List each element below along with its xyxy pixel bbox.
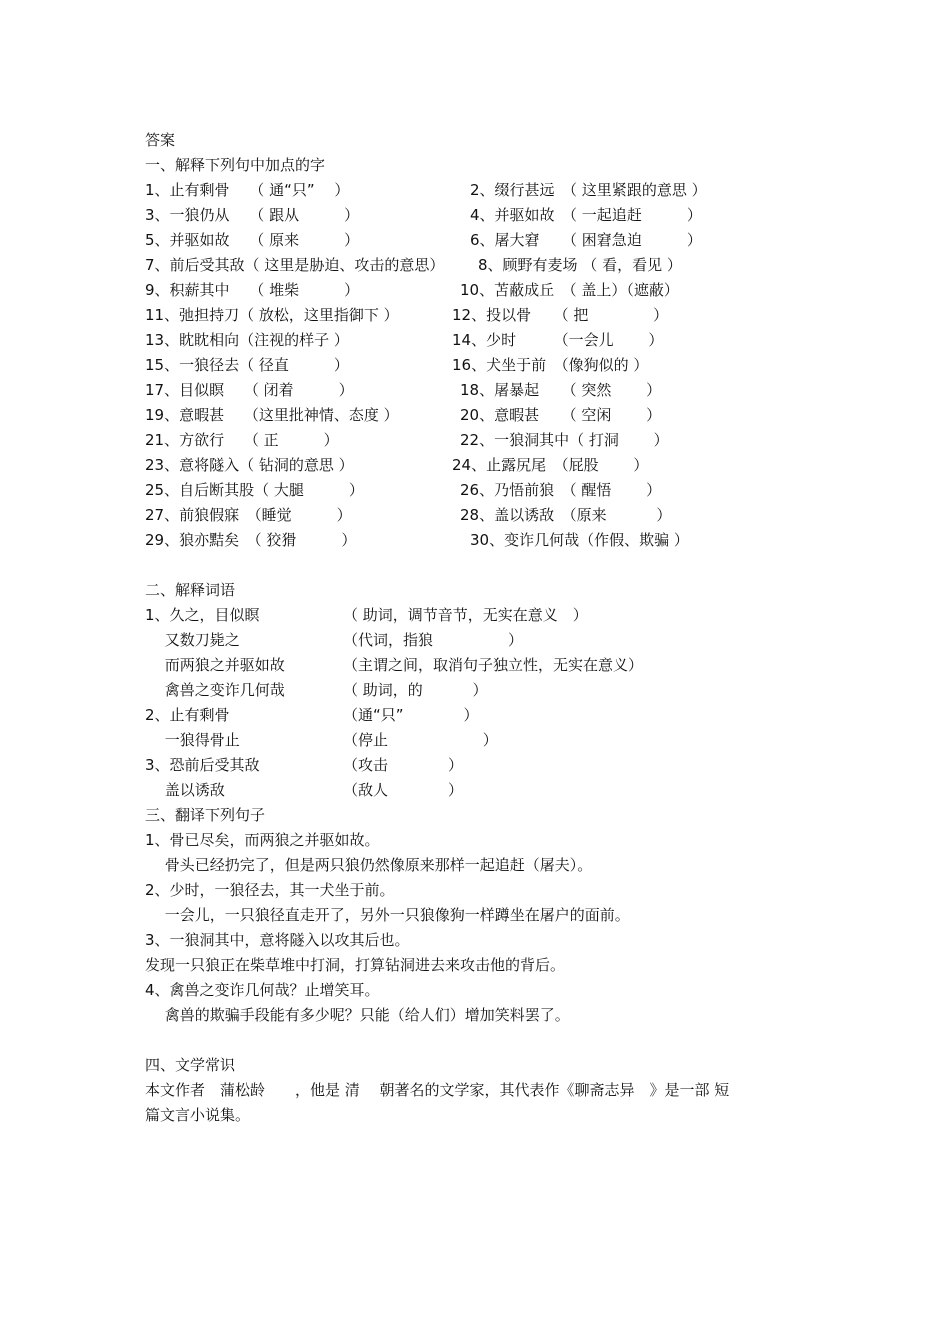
list-item: 2、止有剩骨	[145, 706, 230, 724]
list-item: 15、一狼径去（ 径直 ）	[145, 356, 349, 374]
list-item: 1、止有剩骨 （ 通“只” ）	[145, 181, 350, 199]
list-item: （代词，指狼 ）	[343, 631, 524, 649]
list-item: 20、意暇甚 （ 空闲 ）	[460, 406, 662, 424]
list-item: （通“只” ）	[343, 706, 479, 724]
list-item: 2、少时，一狼径去，其一犬坐于前。	[145, 881, 395, 899]
list-item: 盖以诱敌	[145, 781, 225, 799]
section-4-heading: 四、文学常识	[145, 1056, 236, 1074]
list-item: 而两狼之并驱如故	[145, 656, 285, 674]
list-item: （攻击 ）	[343, 756, 464, 774]
list-item: 禽兽之变诈几何哉	[145, 681, 285, 699]
list-item: 4、禽兽之变诈几何哉？止增笑耳。	[145, 981, 380, 999]
list-item: 19、意暇甚 （这里批神情、态度 ）	[145, 406, 399, 424]
list-item: 8、顾野有麦场 （ 看，看见 ）	[478, 256, 682, 274]
list-item: 骨头已经扔完了，但是两只狼仍然像原来那样一起追赶（屠夫）。	[145, 856, 593, 874]
list-item: （主谓之间，取消句子独立性，无实在意义）	[343, 656, 644, 674]
list-item: 5、并驱如故 （ 原来 ）	[145, 231, 360, 249]
list-item: 26、乃悟前狼 （ 醒悟 ）	[460, 481, 662, 499]
list-item: 1、骨已尽矣，而两狼之并驱如故。	[145, 831, 380, 849]
list-item: 24、止露尻尾 （屁股 ）	[452, 456, 649, 474]
list-item: 17、目似瞑 （ 闭着 ）	[145, 381, 354, 399]
list-item: 12、投以骨 （ 把 ）	[452, 306, 669, 324]
list-item: 发现一只狼正在柴草堆中打洞，打算钻洞进去来攻击他的背后。	[145, 956, 566, 974]
list-item: 一狼得骨止	[145, 731, 240, 749]
list-item: 16、犬坐于前 （像狗似的 ）	[452, 356, 649, 374]
list-item: （ 助词，的 ）	[343, 681, 488, 699]
list-item: 27、前狼假寐 （睡觉 ）	[145, 506, 352, 524]
section-3-heading: 三、翻译下列句子	[145, 806, 266, 824]
list-item: 29、狼亦黠矣 （ 狡猾 ）	[145, 531, 357, 549]
list-item: 21、方欲行 （ 正 ）	[145, 431, 339, 449]
list-item: 23、意将隧入（ 钻洞的意思 ）	[145, 456, 354, 474]
document-title: 答案	[145, 131, 176, 149]
list-item: 3、一狼仍从 （ 跟从 ）	[145, 206, 360, 224]
literature-line-1: 本文作者 蒲松龄 ，他是 清 朝著名的文学家，其代表作《聊斋志异 》是一部 短	[145, 1081, 730, 1099]
list-item: 25、自后断其股（ 大腿 ）	[145, 481, 364, 499]
list-item: 7、前后受其敌（ 这里是胁迫、攻击的意思）	[145, 256, 445, 274]
list-item: 3、一狼洞其中，意将隧入以攻其后也。	[145, 931, 410, 949]
list-item: 11、弛担持刀（ 放松，这里指御下 ）	[145, 306, 399, 324]
list-item: 3、恐前后受其敌	[145, 756, 260, 774]
literature-line-2: 篇文言小说集。	[145, 1106, 251, 1124]
list-item: 一会儿，一只狼径直走开了，另外一只狼像狗一样蹲坐在屠户的面前。	[145, 906, 630, 924]
section-2-heading: 二、解释词语	[145, 581, 236, 599]
list-item: 2、缀行甚远 （ 这里紧跟的意思 ）	[470, 181, 707, 199]
list-item: （敌人 ）	[343, 781, 464, 799]
list-item: 4、并驱如故 （ 一起追赶 ）	[470, 206, 702, 224]
list-item: 28、盖以诱敌 （原来 ）	[460, 506, 672, 524]
list-item: 9、积薪其中 （ 堆柴 ）	[145, 281, 360, 299]
list-item: 6、屠大窘 （ 困窘急迫 ）	[470, 231, 702, 249]
list-item: 1、久之，目似瞑	[145, 606, 260, 624]
list-item: 又数刀毙之	[145, 631, 240, 649]
list-item: 22、一狼洞其中（ 打洞 ）	[460, 431, 669, 449]
list-item: 30、变诈几何哉（作假、欺骗 ）	[470, 531, 689, 549]
list-item: 14、少时 （一会儿 ）	[452, 331, 664, 349]
list-item: 10、苫蔽成丘 （ 盖上）（遮蔽）	[460, 281, 679, 299]
list-item: （ 助词，调节音节，无实在意义 ）	[343, 606, 588, 624]
list-item: 13、眈眈相向（注视的样子 ）	[145, 331, 349, 349]
section-1-heading: 一、解释下列句中加点的字	[145, 156, 326, 174]
list-item: 禽兽的欺骗手段能有多少呢？只能（给人们）增加笑料罢了。	[145, 1006, 570, 1024]
list-item: （停止 ）	[343, 731, 498, 749]
list-item: 18、屠暴起 （ 突然 ）	[460, 381, 662, 399]
